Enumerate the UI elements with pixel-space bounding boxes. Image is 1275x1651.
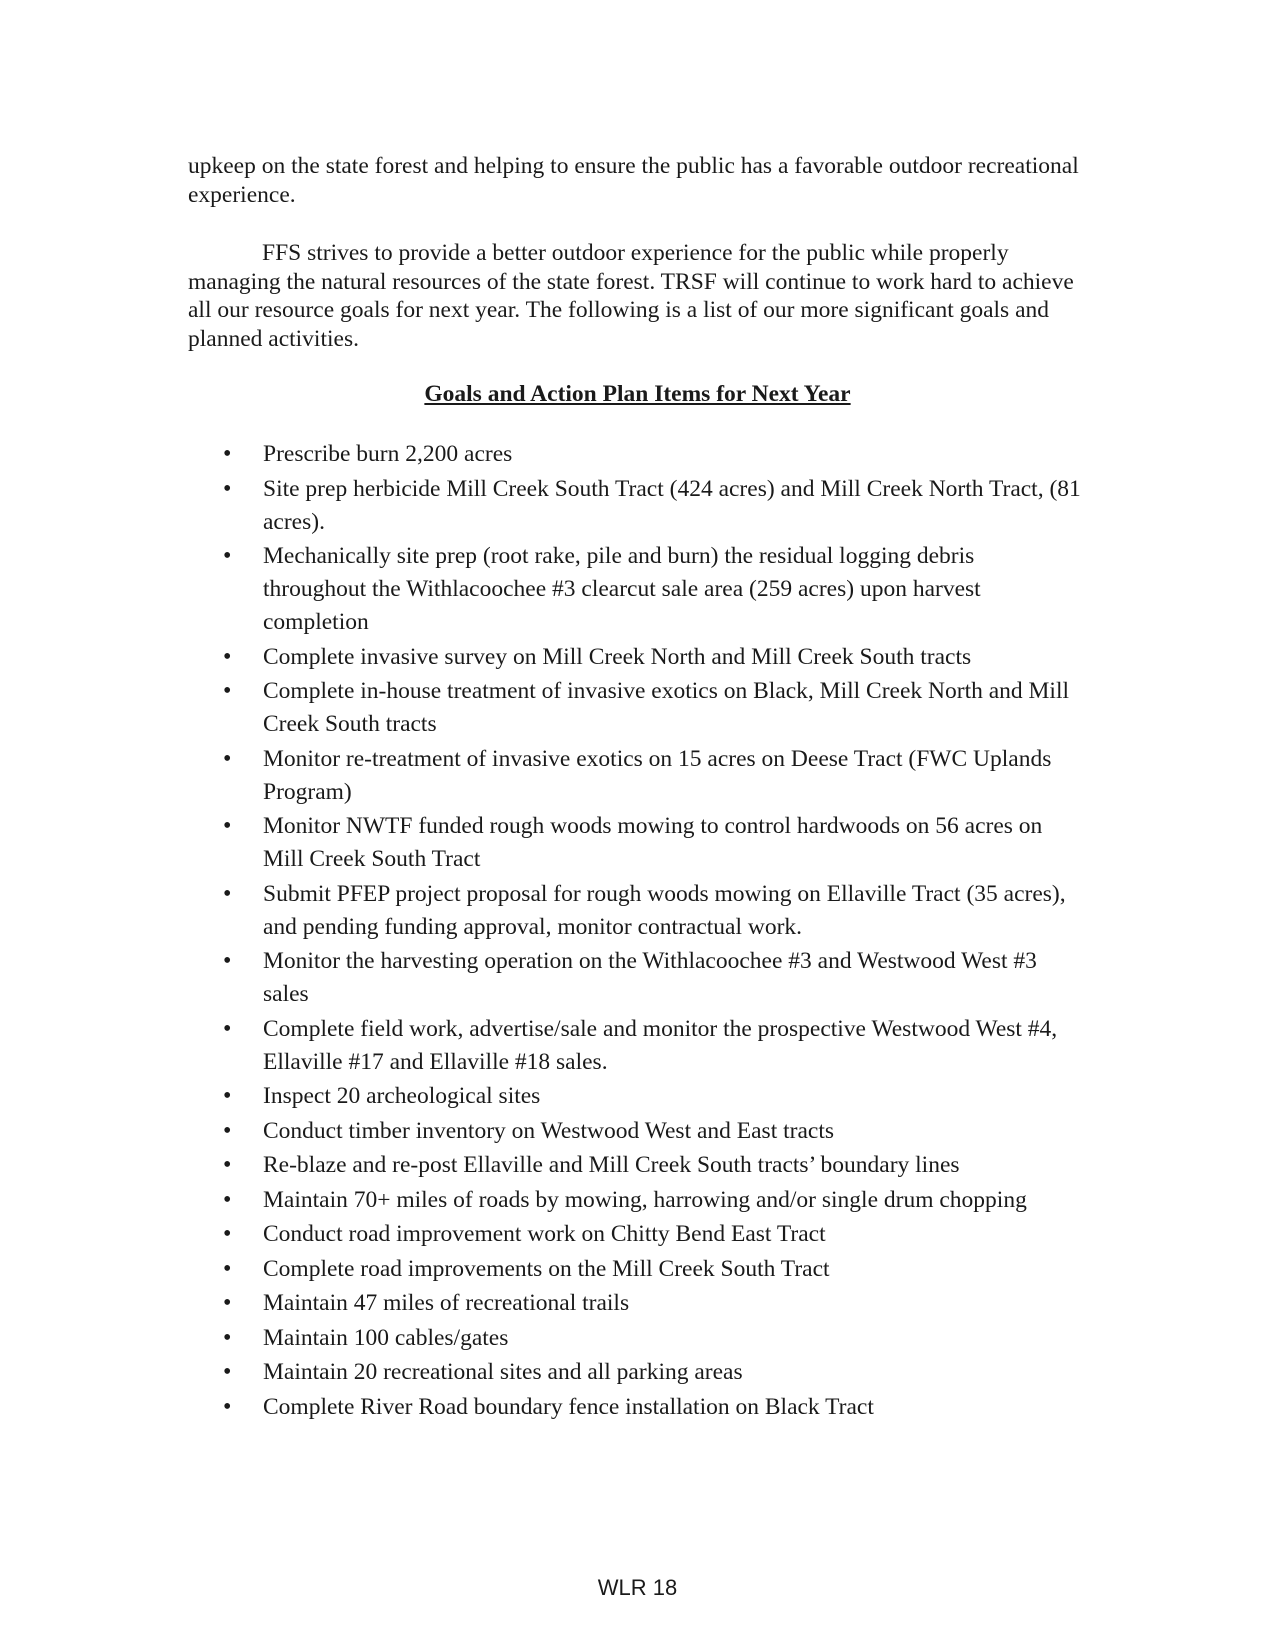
goal-item: • Site prep herbicide Mill Creek South Tract (424 acres) and Mill Creek North Tract, (81 acres). (223, 473, 1083, 539)
goal-item: • Monitor NWTF funded rough woods mowing to control hardwoods on 56 acres on Mill Creek South Tract (223, 810, 1083, 876)
intro-paragraph: FFS strives to provide a better outdoor experience for the public while properly managing the natural resources of the state forest. TRSF will continue to work hard to achieve all our resource goals for next year. The following is a list of our more significant goals and planned activities. (188, 240, 1074, 353)
page-footer: WLR 18 (597, 1575, 678, 1600)
goal-item: • Prescribe burn 2,200 acres (223, 438, 1083, 471)
goal-item: • Monitor re-treatment of invasive exotics on 15 acres on Deese Tract (FWC Uplands Program) (223, 743, 1083, 809)
goal-item: • Conduct timber inventory on Westwood West and East tracts (223, 1115, 1083, 1148)
goal-item: • Complete in-house treatment of invasive exotics on Black, Mill Creek North and Mill Creek South tracts (223, 675, 1083, 741)
goal-item: • Mechanically site prep (root rake, pile and burn) the residual logging debris throughout the Withlacoochee #3 clearcut sale area (259 acres) upon harvest completion (223, 540, 1083, 639)
goal-item: • Complete River Road boundary fence installation on Black Tract (223, 1391, 1083, 1424)
goal-item: • Submit PFEP project proposal for rough woods mowing on Ellaville Tract (35 acres), and pending funding approval, monitor contractual work. (223, 878, 1083, 944)
goal-item: • Inspect 20 archeological sites (223, 1080, 1083, 1113)
goal-item: • Maintain 47 miles of recreational trails (223, 1287, 1083, 1320)
intro-paragraph-continued: upkeep on the state forest and helping to ensure the public has a favorable outdoor recreational experience. (188, 153, 1079, 208)
goals-list (223, 438, 1083, 1425)
goal-item: • Complete road improvements on the Mill Creek South Tract (223, 1253, 1083, 1286)
goal-item: • Complete field work, advertise/sale and monitor the prospective Westwood West #4, Ellaville #17 and Ellaville #18 sales. (223, 1013, 1083, 1079)
goal-item: • Monitor the harvesting operation on the Withlacoochee #3 and Westwood West #3 sales (223, 945, 1083, 1011)
goal-item: • Re-blaze and re-post Ellaville and Mill Creek South tracts’ boundary lines (223, 1149, 1083, 1182)
goals-heading: Goals and Action Plan Items for Next Year (424, 381, 851, 407)
goal-item: • Maintain 70+ miles of roads by mowing, harrowing and/or single drum chopping (223, 1184, 1083, 1217)
goal-item: • Maintain 20 recreational sites and all parking areas (223, 1356, 1083, 1389)
goal-item: • Conduct road improvement work on Chitty Bend East Tract (223, 1218, 1083, 1251)
goal-item: • Maintain 100 cables/gates (223, 1322, 1083, 1355)
goal-item: • Complete invasive survey on Mill Creek North and Mill Creek South tracts (223, 641, 1083, 674)
